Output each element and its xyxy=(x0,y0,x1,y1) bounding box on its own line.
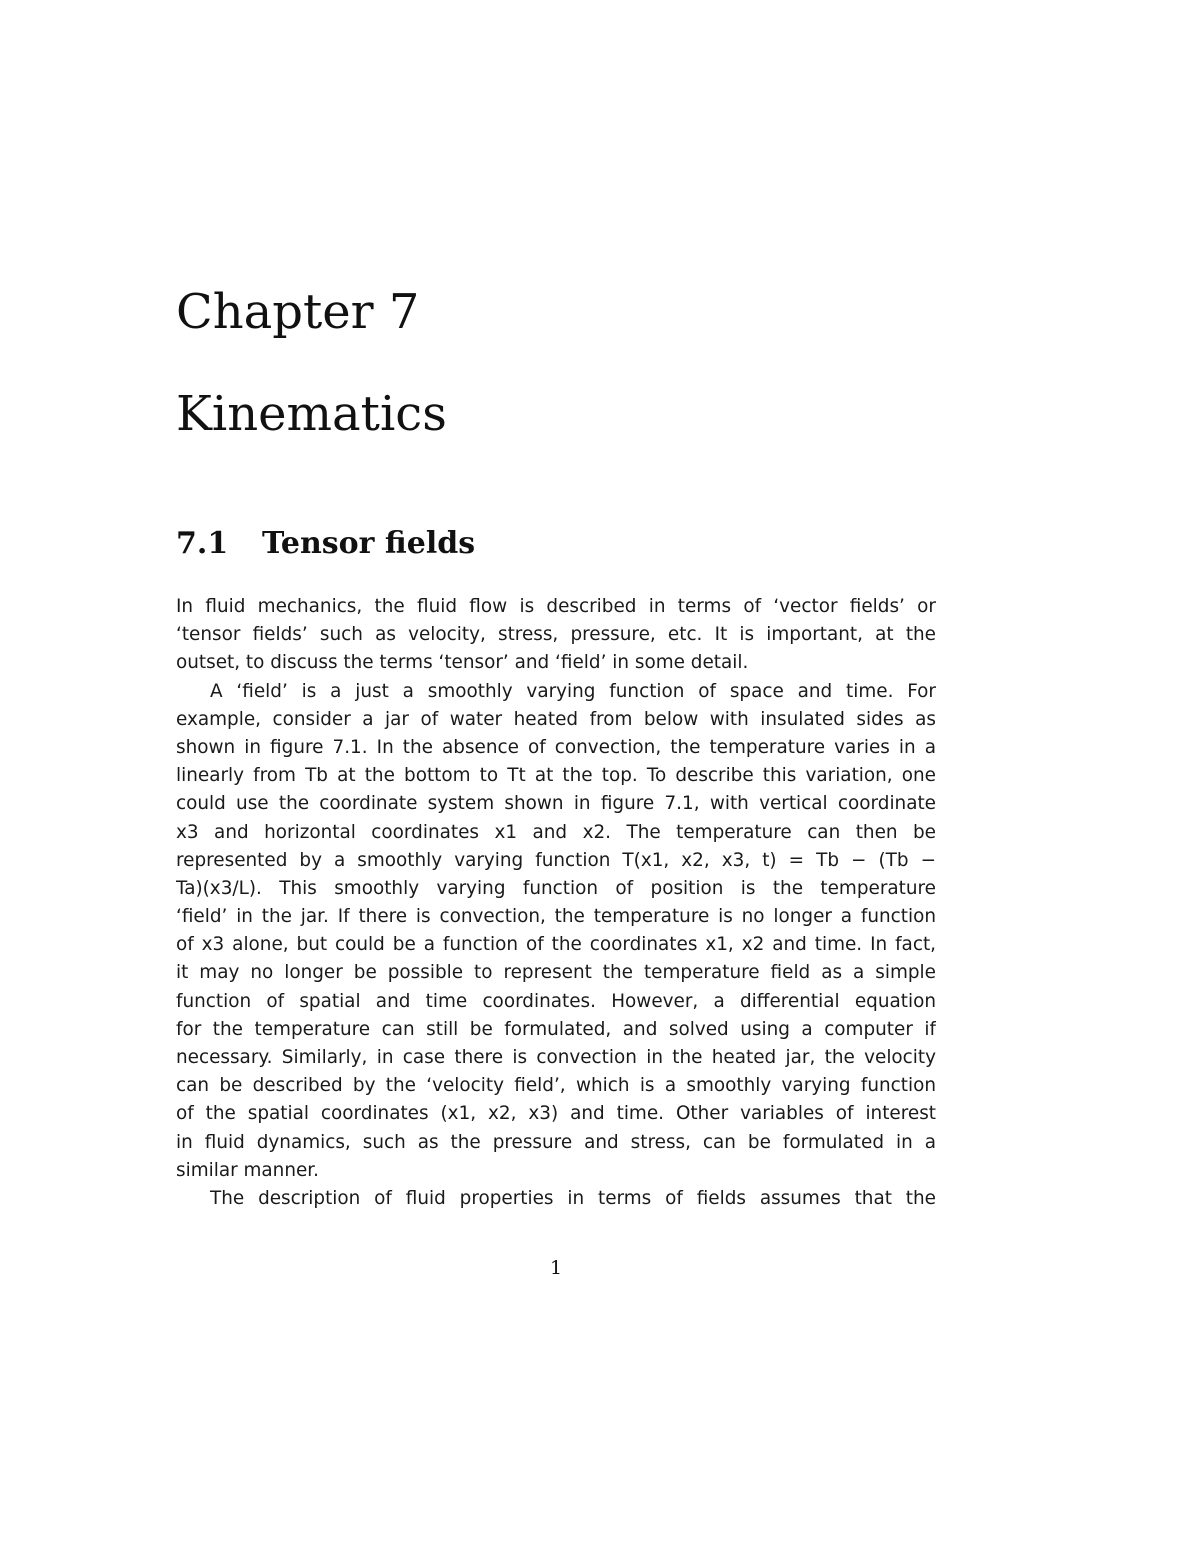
section-title: Tensor fields xyxy=(262,526,476,561)
text-line: of the spatial coordinates (x1, x2, x3) and time. Other variables of interest xyxy=(176,1103,936,1125)
text-line: outset, to discuss the terms ‘tensor’ and ‘field’ in some detail. xyxy=(176,652,749,674)
text-line: similar manner. xyxy=(176,1159,320,1181)
text-line: could use the coordinate system shown in figure 7.1, with vertical coordinate xyxy=(176,793,936,815)
text-line: x3 and horizontal coordinates x1 and x2. The temperature can then be xyxy=(176,821,936,843)
chapter-title: Kinematics xyxy=(176,386,447,442)
text-line: can be described by the ‘velocity field’, which is a smoothly varying function xyxy=(176,1075,936,1097)
text-line: for the temperature can still be formulated, and solved using a computer if xyxy=(176,1018,936,1040)
section-number: 7.1 xyxy=(176,526,229,561)
text-line: function of spatial and time coordinates. However, a differential equation xyxy=(176,990,936,1012)
text-line: necessary. Similarly, in case there is convection in the heated jar, the velocity xyxy=(176,1047,936,1068)
text-line: of x3 alone, but could be a function of the coordinates x1, x2 and time. In fact, xyxy=(176,934,936,956)
body-text xyxy=(176,593,936,1213)
page-number: 1 xyxy=(549,1257,563,1279)
text-line: ‘field’ in the jar. If there is convection, the temperature is no longer a function xyxy=(176,906,936,928)
section-heading xyxy=(176,524,475,564)
chapter-label: Chapter 7 xyxy=(176,284,420,340)
text-line: represented by a smoothly varying function T(x1, x2, x3, t) = Tb − (Tb − xyxy=(176,849,936,871)
text-line: shown in figure 7.1. In the absence of convection, the temperature varies in a xyxy=(176,736,936,758)
text-line: linearly from Tb at the bottom to Tt at the top. To describe this variation, one xyxy=(176,765,936,787)
text-line: it may no longer be possible to represent the temperature field as a simple xyxy=(176,962,936,984)
text-line: ‘tensor fields’ such as velocity, stress, pressure, etc. It is important, at the xyxy=(176,624,936,646)
text-line: The description of fluid properties in terms of fields assumes that the xyxy=(210,1187,936,1209)
text-line: In fluid mechanics, the fluid flow is described in terms of ‘vector fields’ or xyxy=(176,596,936,617)
text-line: Ta)(x3/L). This smoothly varying function of position is the temperature xyxy=(176,877,936,899)
text-line: A ‘field’ is a just a smoothly varying function of space and time. For xyxy=(210,680,936,702)
text-line: in fluid dynamics, such as the pressure and stress, can be formulated in a xyxy=(176,1131,936,1153)
text-line: example, consider a jar of water heated from below with insulated sides as xyxy=(176,708,936,730)
